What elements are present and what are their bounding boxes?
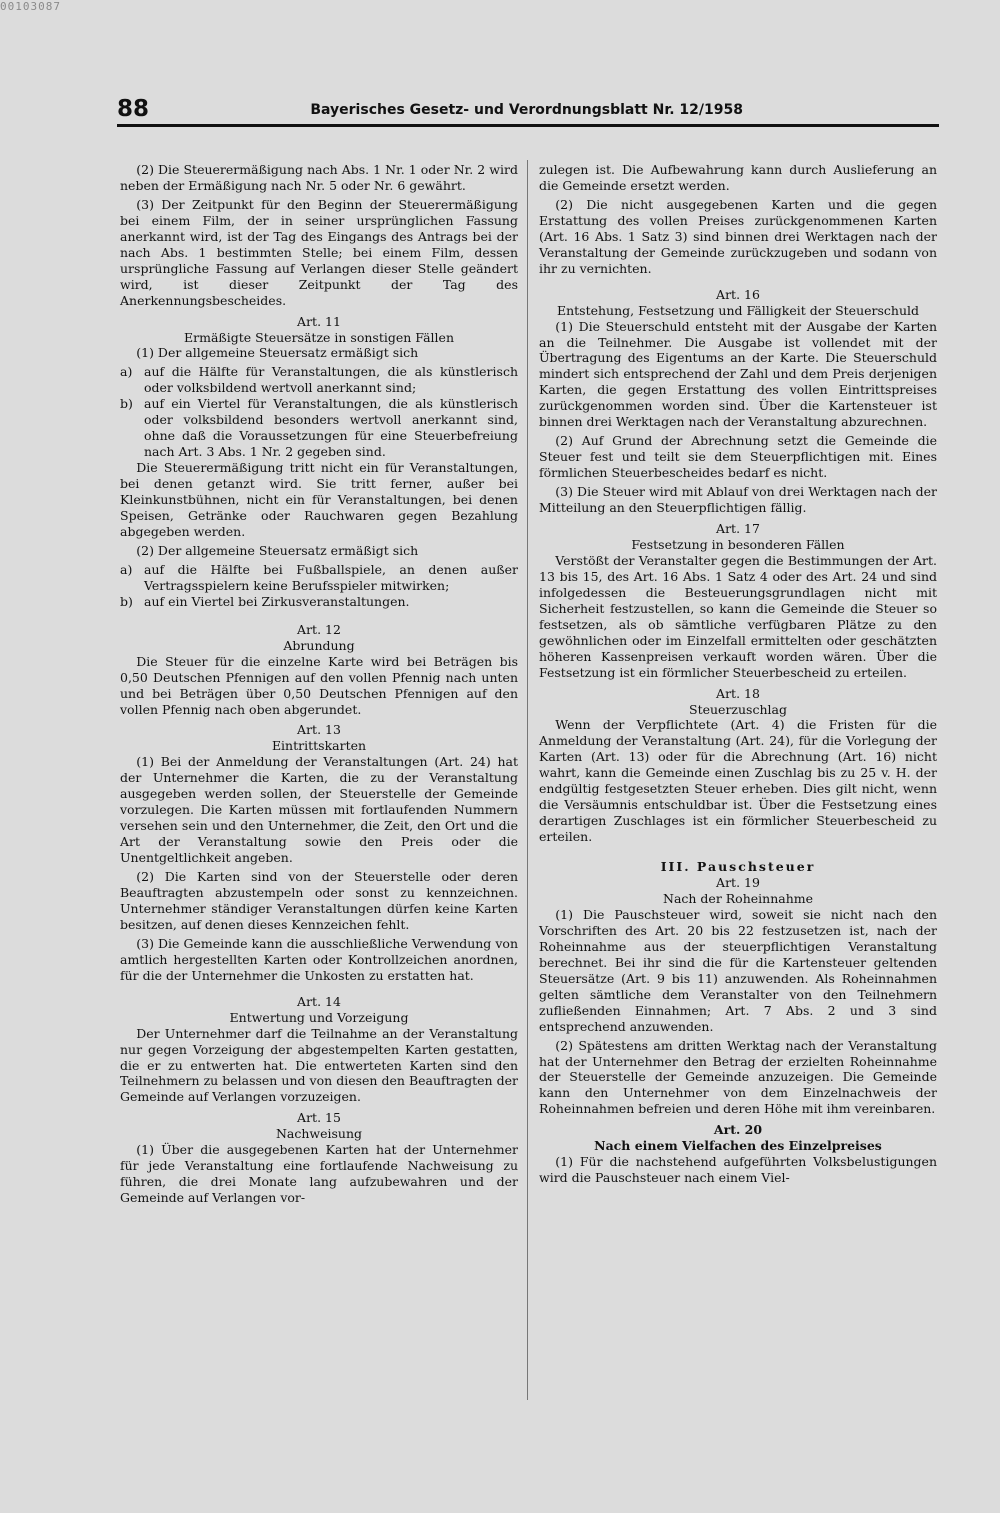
article-number: Art. 15 (297, 1110, 341, 1126)
paragraph: (3) Die Gemeinde kann die ausschließliche Verwendung von amtlich hergestellten Karten oder Kontrollzeichen anordnen, für die der Unternehmer die Unkosten zu erstatten hat. (120, 935, 518, 983)
paragraph: (1) Über die ausgegebenen Karten hat der Unternehmer für jede Veranstaltung eine fortlaufende Nachweisung zu führen, die drei Monate lang aufzubewahren und der Gemeinde auf Verlangen vor- (120, 1142, 518, 1206)
archive-stamp: 00103087 (0, 0, 61, 13)
list-item: b) auf ein Viertel bei Zirkusveranstaltungen. (120, 593, 410, 609)
article-title: Steuerzuschlag (689, 701, 787, 717)
paragraph: zulegen ist. Die Aufbewahrung kann durch Auslieferung an die Gemeinde ersetzt werden. (539, 162, 937, 193)
article-title: Nach einem Vielfachen des Einzelpreises (594, 1138, 882, 1154)
paragraph: (2) Auf Grund der Abrechnung setzt die Gemeinde die Steuer fest und teilt sie dem Steuerpflichtigen mit. Eines förmlichen Steuerbescheides bedarf es nicht. (539, 433, 937, 481)
article-title: Nachweisung (275, 1126, 363, 1142)
article-number: Art. 20 (713, 1122, 763, 1138)
running-title: Bayerisches Gesetz- und Verordnungsblatt Nr. 12/1958 (310, 102, 743, 118)
paragraph: (1) Die Steuerschuld entsteht mit der Ausgabe der Karten an die Teilnehmer. Die Ausgabe ist vollendet mit der Übertragung des Eigentums an der Karte. Die Steuerschuld mindert sich entsprechend der Zahl und dem Preis derjenigen Karten, die gegen Erstattung des vollen Eintrittspreises zurückgenommen worden sind. Über die Kartensteuer ist binnen drei Werktagen nach der Veranstaltung abzurechnen. (539, 318, 937, 430)
paragraph: (2) Die Steuerermäßigung nach Abs. 1 Nr. 1 oder Nr. 2 wird neben der Ermäßigung nach Nr. 5 oder Nr. 6 gewährt. (120, 162, 518, 193)
article-number: Art. 13 (297, 722, 341, 738)
right-column (539, 162, 937, 1189)
left-column (120, 162, 518, 1209)
article-title: Ermäßigte Steuersätze in sonstigen Fällen (184, 329, 454, 345)
article-number: Art. 12 (297, 621, 341, 637)
paragraph: (1) Bei der Anmeldung der Veranstaltungen (Art. 24) hat der Unternehmer die Karten, die zu der Veranstaltung ausgegeben werden sollen, der Steuerstelle der Gemeinde vorzulegen. Die Karten müssen mit fortlaufenden Nummern versehen sein und den Unternehmer, die Zeit, den Ort und die Art der Veranstaltung sowie den Preis oder die Unentgeltlichkeit angeben. (120, 754, 518, 866)
paragraph: Die Steuer für die einzelne Karte wird bei Beträgen bis 0,50 Deutschen Pfennigen auf den vollen Pfennig nach unten und bei Beträgen über 0,50 Deutschen Pfennigen auf den vollen Pfennig nach oben abgerundet. (120, 653, 518, 717)
paragraph: (1) Für die nachstehend aufgeführten Volksbelustigungen wird die Pauschsteuer nach einem Viel- (539, 1154, 937, 1186)
paragraph: Wenn der Verpflichtete (Art. 4) die Fristen für die Anmeldung der Veranstaltung (Art. 24), für die Vorlegung der Karten (Art. 13) oder für die Abrechnung (Art. 16) nicht wahrt, kann die Gemeinde einen Zuschlag bis zu 25 v. H. der endgültig festgesetzten Steuer erheben. Dies gilt nicht, wenn die Versäumnis entschuldbar ist. Über die Festsetzung eines derartigen Zuschlages ist ein förmlicher Steuerbescheid zu erteilen. (539, 717, 937, 845)
paragraph: (2) Der allgemeine Steuersatz ermäßigt sich (136, 542, 419, 558)
paragraph: (2) Die Karten sind von der Steuerstelle oder deren Beauftragten abzustempeln oder sonst zu kennzeichnen. Unternehmer ständiger Veranstaltungen dürfen keine Karten besitzen, auf denen dieses Kennzeichen fehlt. (120, 869, 518, 932)
paragraph: Die Steuerermäßigung tritt nicht ein für Veranstaltungen, bei denen getanzt wird. Sie tritt ferner, außer bei Kleinkunstbühnen, nicht ein für Veranstaltungen, bei denen Speisen, Getränke oder Rauchwaren gegen Bezahlung abgegeben werden. (120, 460, 518, 539)
article-number: Art. 19 (716, 875, 760, 891)
article-number: Art. 18 (716, 685, 760, 701)
article-number: Art. 11 (297, 313, 341, 329)
article-title: Abrundung (283, 637, 355, 653)
article-number: Art. 16 (716, 286, 760, 302)
article-title: Festsetzung in besonderen Fällen (631, 536, 845, 552)
section-heading: III. Pauschsteuer (660, 859, 816, 875)
article-title: Nach der Roheinnahme (663, 890, 813, 906)
article-number: Art. 14 (297, 993, 341, 1009)
paragraph: (2) Die nicht ausgegebenen Karten und die gegen Erstattung des vollen Preises zurückgenommenen Karten (Art. 16 Abs. 1 Satz 3) sind binnen drei Werktagen nach der Veranstaltung der Gemeinde zurückzugeben und sodann von ihr zu vernichten. (539, 196, 937, 276)
list-item: a) auf die Hälfte bei Fußballspiele, an denen außer Vertragsspielern keine Berufsspieler mitwirken; (120, 561, 518, 593)
article-number: Art. 17 (716, 521, 760, 537)
article-title: Entstehung, Festsetzung und Fälligkeit der Steuerschuld (556, 302, 920, 318)
article-title: Eintrittskarten (271, 738, 367, 754)
paragraph: (1) Die Pauschsteuer wird, soweit sie nicht nach den Vorschriften des Art. 20 bis 22 festzusetzen ist, nach der Roheinnahme aus der steuerpflichtigen Veranstaltung berechnet. Bei ihr sind die für die Kartensteuer geltenden Steuersätze (Art. 9 bis 11) anzuwenden. Als Roheinnahmen gelten sämtliche dem Veranstalter von den Teilnehmern zufließenden Einnahmen; Art. 7 Abs. 2 und 3 sind entsprechend anzuwenden. (539, 906, 937, 1034)
paragraph: Der Unternehmer darf die Teilnahme an der Veranstaltung nur gegen Vorzeigung der abgestempelten Karten gestatten, die er zu entwerten hat. Die entwerteten Karten sind den Teilnehmern zu belassen und von diesen den Beauftragten der Gemeinde auf Verlangen vorzuzeigen. (120, 1025, 518, 1105)
paragraph: Verstößt der Veranstalter gegen die Bestimmungen der Art. 13 bis 15, des Art. 16 Abs. 1 Satz 4 oder des Art. 24 und sind infolgedessen die Besteuerungsgrundlagen nicht mit Sicherheit festzustellen, so kann die Gemeinde die Steuer so festsetzen, als ob sämtliche verfügbaren Plätze zu den gewöhnlichen oder im Einzelfall ermittelten oder geschätzten höheren Kassenpreisen verkauft worden wären. Über die Festsetzung ist ein förmlicher Steuerbescheid zu erteilen. (539, 552, 937, 680)
page-header (117, 96, 939, 127)
list-item: a) auf die Hälfte für Veranstaltungen, die als künstlerisch oder volksbildend wertvoll anerkannt sind; (120, 364, 518, 396)
article-title: Entwertung und Vorzeigung (229, 1009, 409, 1025)
list-item: b) auf ein Viertel für Veranstaltungen, die als künstlerisch oder volksbildend besonders wertvoll anerkannt sind, ohne daß die Voraussetzungen für eine Steuerbefreiung nach Art. 3 Abs. 1 Nr. 2 gegeben sind. (120, 396, 518, 460)
page-number: 88 (117, 96, 150, 122)
paragraph: (3) Die Steuer wird mit Ablauf von drei Werktagen nach der Mitteilung an den Steuerpflichtigen fällig. (539, 484, 937, 516)
paragraph: (3) Der Zeitpunkt für den Beginn der Steuerermäßigung bei einem Film, der in seiner ursprünglichen Fassung anerkannt wird, ist der Tag des Eingangs des Antrags bei der nach Abs. 1 bestimmten Stelle; bei einem Film, dessen ursprüngliche Fassung auf Verlangen dieser Stelle geändert wird, ist dieser Zeitpunkt der Tag des Anerkennungsbescheides. (120, 196, 518, 308)
paragraph: (1) Der allgemeine Steuersatz ermäßigt sich (136, 345, 419, 361)
column-divider (527, 160, 528, 1400)
paragraph: (2) Spätestens am dritten Werktag nach der Veranstaltung hat der Unternehmer den Betrag der erzielten Roheinnahme der Steuerstelle der Gemeinde anzuzeigen. Die Gemeinde kann den Unternehmer von dem Einzelnachweis der Roheinnahmen befreien und deren Höhe mit ihm vereinbaren. (539, 1037, 937, 1117)
